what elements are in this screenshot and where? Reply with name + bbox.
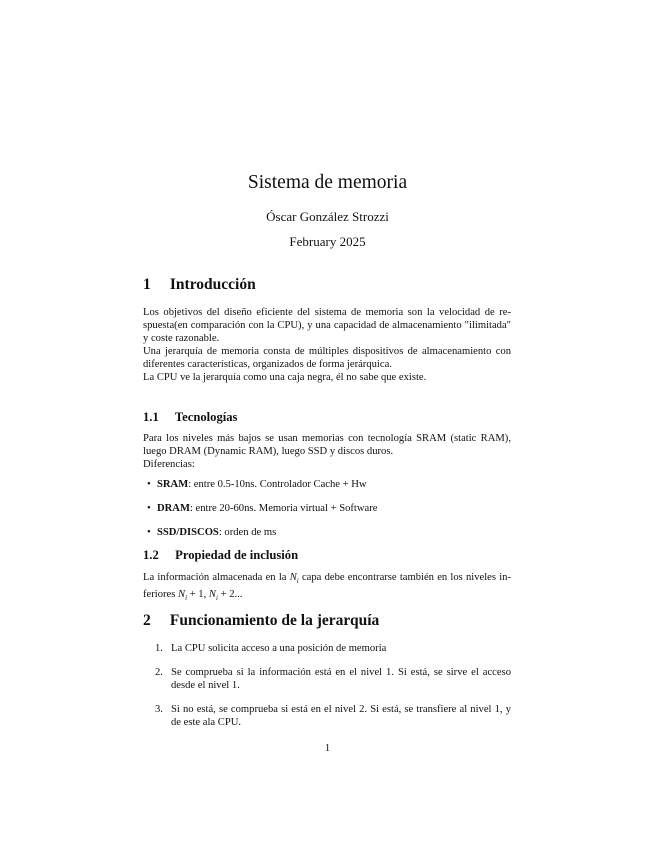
item-number: 1. <box>155 643 163 654</box>
tech-bullet-list <box>143 478 511 550</box>
list-item: • SSD/DISCOS: orden de ms <box>147 527 277 538</box>
text-line: feriores $N_i + 1$, $N_i + 2$... <box>143 589 243 603</box>
section-title: Introducción <box>169 276 256 293</box>
document-author: Óscar González Strozzi <box>266 209 389 224</box>
item-text: Se comprueba si la información está en el nivel 1. Si está, se sirve el acceso desde el nivel 1. <box>171 667 511 691</box>
item-text: Si no está, se comprueba si está en el nivel 2. Si está, se transfiere al nivel 1, y de este ala CPU. <box>171 704 511 728</box>
list-item <box>143 703 511 729</box>
bullet-term: SRAM <box>157 479 189 490</box>
subsection-number: 1.2 <box>143 548 159 562</box>
text-line: Los objetivos del diseño eficiente del sistema de memoria son la velocidad de re- <box>143 307 511 318</box>
text-line: spuesta(en comparación con la CPU), y una capacidad de almacenamiento "ilimitada" <box>143 320 511 331</box>
section-number: 1 <box>143 276 151 293</box>
bullet-term: DRAM <box>157 503 190 514</box>
text-line: Diferencias: <box>143 459 195 470</box>
item-text: La CPU solicita acceso a una posición de memoria <box>171 643 387 654</box>
item-number: 3. <box>155 704 163 715</box>
bullet-text: : orden de ms <box>218 527 277 538</box>
bullet-text: : entre 20-60ns. Memoria virtual + Software <box>189 503 378 514</box>
math-sub: i <box>215 594 218 603</box>
math-sub: i <box>296 577 299 586</box>
subsection-heading-tecnologias <box>143 410 237 425</box>
bullet-text: : entre 0.5-10ns. Controlador Cache + Hw <box>188 479 367 490</box>
bullet-term: SSD/DISCOS <box>157 527 219 538</box>
list-item <box>143 642 511 655</box>
section-number: 2 <box>143 612 151 629</box>
text-line: luego DRAM (Dynamic RAM), luego SSD y discos duros. <box>143 446 394 457</box>
section-title: Funcionamiento de la jerarquía <box>169 612 380 629</box>
document-date: February 2025 <box>289 234 366 249</box>
document-title: Sistema de memoria <box>247 172 408 193</box>
text-line: y coste razonable. <box>143 333 220 344</box>
math-var: N <box>178 589 186 601</box>
page-number: 1 <box>324 743 331 754</box>
intro-paragraph <box>143 306 511 384</box>
list-item: • DRAM: entre 20-60ns. Memoria virtual + Software <box>147 503 378 514</box>
section-heading-introduccion <box>143 276 256 294</box>
math-sub: i <box>185 594 188 603</box>
text-line: La CPU ve la jerarquía como una caja negra, él no sabe que existe. <box>143 372 427 383</box>
tech-paragraph <box>143 432 511 471</box>
text-line: Para los niveles más bajos se usan memorias con tecnología SRAM (static RAM), <box>143 433 511 444</box>
section-heading-funcionamiento <box>143 612 379 630</box>
text-line: diferentes características, organizados de forma jerárquica. <box>143 359 392 370</box>
subsection-title: Tecnologías <box>174 410 238 424</box>
text-line: Una jerarquía de memoria consta de múltiples dispositivos de almacenamiento con <box>143 346 511 357</box>
list-item <box>143 666 511 692</box>
subsection-heading-inclusion <box>143 548 298 563</box>
subsection-number: 1.1 <box>143 410 159 424</box>
hierarchy-numbered-list <box>143 642 511 740</box>
inclusion-paragraph <box>143 571 511 605</box>
item-number: 2. <box>155 667 163 678</box>
math-var: N <box>289 572 297 583</box>
subsection-title: Propiedad de inclusión <box>175 548 299 562</box>
text-line: La información almacenada en la $N_i$ capa debe encontrarse también en los niveles in- <box>143 572 512 586</box>
list-item: • SRAM: entre 0.5-10ns. Controlador Cache + Hw <box>147 479 367 490</box>
math-var: N <box>208 589 216 601</box>
